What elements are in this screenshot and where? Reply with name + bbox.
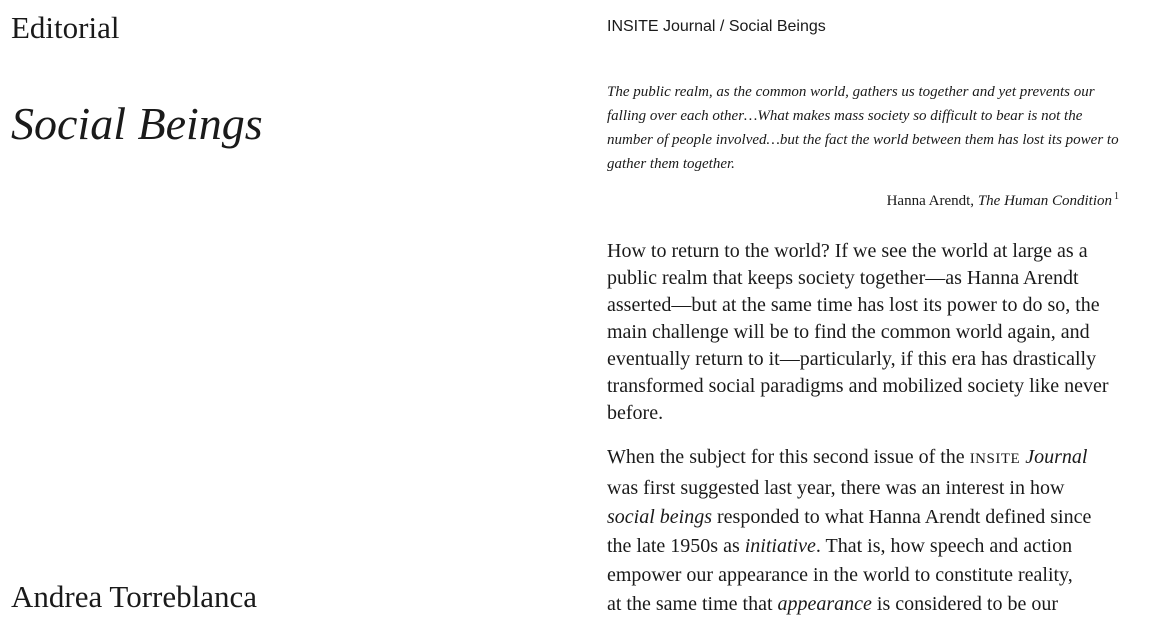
paragraph-line: empower our appearance in the world to constitute reality,: [607, 564, 1073, 586]
body-paragraph-2: [607, 443, 1119, 619]
epigraph-citation: [607, 191, 1119, 211]
text-run: the late 1950s as: [607, 535, 745, 557]
paragraph-line: [607, 590, 1119, 619]
text-run: is considered to be our: [871, 593, 1058, 615]
journal-italic: Journal: [1025, 446, 1088, 468]
footnote-link[interactable]: 1: [1114, 191, 1119, 202]
paragraph-line: [607, 503, 1119, 532]
appearance-italic: appearance: [777, 593, 872, 615]
epigraph-author: Hanna Arendt,: [886, 193, 978, 209]
social-beings-italic: social beings: [607, 506, 712, 528]
epigraph-work: The Human Condition: [977, 193, 1112, 209]
text-run: When the subject for this second issue of the: [607, 446, 970, 468]
text-run: . That is, how speech and action: [815, 535, 1073, 557]
section-label: Editorial: [11, 10, 120, 45]
author-name: Andrea Torreblanca: [11, 579, 257, 614]
article-column: [607, 16, 1119, 619]
paragraph-line: was first suggested last year, there was an interest in how: [607, 477, 1065, 499]
breadcrumb-separator: /: [715, 18, 729, 35]
text-run: responded to what Hanna Arendt defined since: [712, 506, 1092, 528]
insite-smallcaps: INSITE: [969, 451, 1021, 467]
body-paragraph-1: How to return to the world? If we see the world at large as a public realm that keeps society together—as Hanna Arendt asserted—but at the same time has lost its power to do so, the main challenge will be to find the common world again, and eventually return to it—particularly, if this era has drastically transformed social paradigms and mobilized society like never before.: [607, 240, 1109, 424]
breadcrumb-journal-link[interactable]: INSITE Journal: [607, 18, 716, 35]
breadcrumb-current: Social Beings: [728, 18, 826, 35]
initiative-italic: initiative: [744, 535, 816, 557]
article-title: Social Beings: [11, 98, 263, 149]
paragraph-line: [607, 443, 1119, 474]
text-run: at the same time that: [607, 593, 778, 615]
epigraph-quote: The public realm, as the common world, gathers us together and yet prevents our falling over each other…What makes mass society so difficult to bear is not the number of people involved…but the fact the world between them has lost its power to gather them together.: [607, 84, 1119, 172]
breadcrumb: [607, 16, 1119, 38]
paragraph-line: [607, 532, 1119, 561]
